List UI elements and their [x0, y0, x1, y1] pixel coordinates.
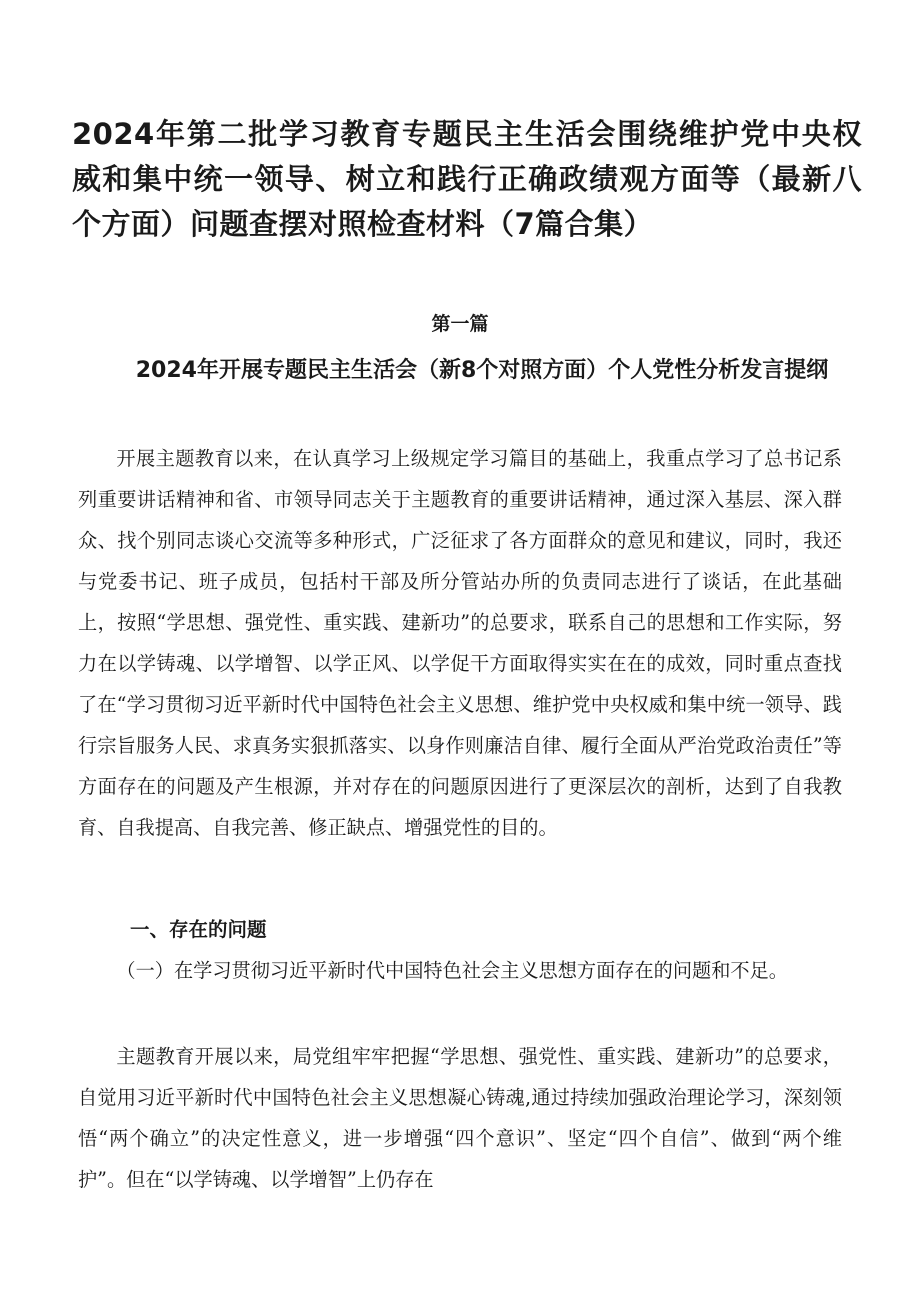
main-paragraph: 主题教育开展以来，局党组牢牢把握“学思想、强党性、重实践、建新功”的总要求，自觉用习近平新时代中国特色社会主义思想凝心铸魂,通过持续加强政治理论学习，深刻领悟“两个确立”的决定性意义，进一步增强“四个意识”、坚定“四个自信”、做到“两个维护”。但在“以学铸魂、以学增智”上仍存在 — [78, 1045, 842, 1191]
part-subtitle: 2024年开展专题民主生活会（新8个对照方面）个人党性分析发言提纲 — [135, 358, 829, 383]
section-heading: 一、存在的问题 — [130, 918, 267, 941]
intro-paragraph: 开展主题教育以来，在认真学习上级规定学习篇目的基础上，我重点学习了总书记系列重要讲话精神和省、市领导同志关于主题教育的重要讲话精神，通过深入基层、深入群众、找个别同志谈心交流等多种形式，广泛征求了各方面群众的意见和建议，同时，我还与党委书记、班子成员，包括村干部及所分管站办所的负责同志进行了谈话，在此基础上，按照“学思想、强党性、重实践、建新功”的总要求，联系自己的思想和工作实际，努力在以学铸魂、以学增智、以学正风、以学促干方面取得实实在在的成效，同时重点查找了在“学习贯彻习近平新时代中国特色社会主义思想、维护党中央权威和集中统一领导、践行宗旨服务人民、求真务实狠抓落实、以身作则廉洁自律、履行全面从严治党政治责任”等方面存在的问题及产生根源，并对存在的问题原因进行了更深层次的剖析，达到了自我教育、自我提高、自我完善、修正缺点、增强党性的目的。 — [78, 447, 842, 839]
part-label: 第一篇 — [431, 313, 489, 335]
subsection-paragraph: （一）在学习贯彻习近平新时代中国特色社会主义思想方面存在的问题和不足。 — [116, 959, 788, 982]
document-title: 2024年第二批学习教育专题民主生活会围绕维护党中央权威和集中统一领导、树立和践行正确政绩观方面等（最新八个方面）问题查摆对照检查材料（7篇合集） — [72, 117, 862, 241]
